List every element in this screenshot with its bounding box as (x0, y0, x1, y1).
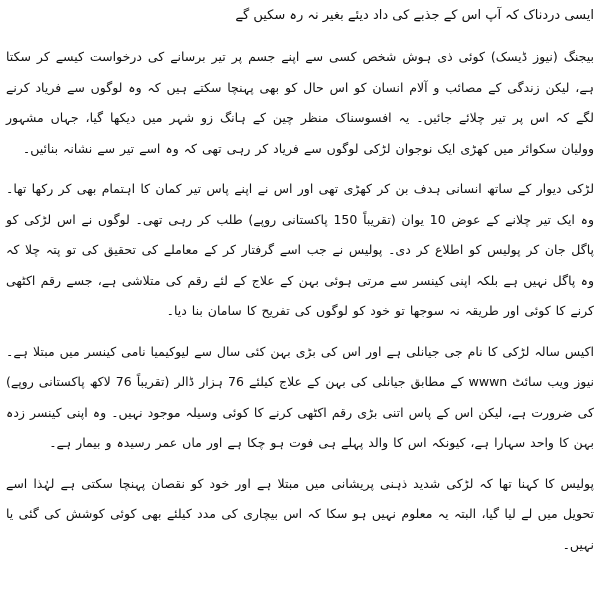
article-paragraph: اکیس سالہ لڑکی کا نام جی جیانلی ہے اور اس کی بڑی بہن کئی سال سے لیوکیمیا نامی کینسر میں مبتلا ہے۔ نیوز ویب سائٹ wwwn کے مطابق جیانلی کی بہن کے علاج کیلئے 76 ہزار ڈالر (تقریباً 76 لاکھ پاکستانی روپے) کی ضرورت ہے، لیکن اس کے پاس اتنی بڑی رقم اکٹھی کرنے کا کوئی وسیلہ موجود نہیں۔ وہ اپنی کینسر زدہ بہن کا واحد سہارا ہے، کیونکہ اس کا والد پہلے ہی فوت ہو چکا ہے اور ماں عمر رسیدہ و بیمار ہے۔ (6, 343, 594, 450)
article-paragraph: پولیس کا کہنا تھا کہ لڑکی شدید ذہنی پریشانی میں مبتلا ہے اور خود کو نقصان پہنچا سکتی ہے لہٰذا اسے تحویل میں لے لیا گیا، البتہ یہ معلوم نہیں ہو سکا کہ اس بیچاری کی مدد کیلئے بھی کوئی کوشش کی گئی یا نہیں۔ (6, 475, 594, 552)
article-paragraph: لڑکی دیوار کے ساتھ انسانی ہدف بن کر کھڑی تھی اور اس نے اپنے پاس تیر کمان کا اہتمام بھی کر رکھا تھا۔ وہ ایک تیر چلانے کے عوض 10 یوان (تقریباً 150 پاکستانی روپے) طلب کر رہی تھی۔ لوگوں نے اس لڑکی کو پاگل جان کر پولیس کو اطلاع کر دی۔ پولیس نے جب اسے گرفتار کر کے معاملے کی تحقیق کی تو پتہ چلا کہ وہ پاگل نہیں ہے بلکہ اپنی کینسر سے مرتی ہوئی بہن کے علاج کے لئے رقم کی متلاشی ہے، جسے رقم اکٹھی کرنے کا کوئی اور طریقہ نہ سوجھا تو خود کو لوگوں کی تفریح کا سامان بنا دیا۔ (6, 181, 594, 318)
article-body (6, 4, 594, 596)
paragraph-gap (6, 459, 594, 469)
paragraph-gap (6, 327, 594, 337)
paragraph-gap (6, 164, 594, 174)
article-headline: ایسی دردناک کہ آپ اس کے جذبے کی داد دیئے بغیر نہ رہ سکیں گے (235, 8, 594, 23)
article-paragraph: بیجنگ (نیوز ڈیسک) کوئی ذی ہوش شخص کسی سے اپنے جسم پر تیر برسانے کی درخواست کیسے کر سکتا ہے، لیکن زندگی کے مصائب و آلام انسان کو اس حال کو بھی پہنچا سکتے ہیں کہ وہ لوگوں سے فریاد کرنے لگے کہ اس پر تیر چلائے جائیں۔ یہ افسوسناک منظر چین کے ہانگ زو شہر میں دیکھا گیا، جہاں مشہور وولیان سکوائر میں کھڑی ایک نوجوان لڑکی لوگوں سے فریاد کر رہی تھی کہ وہ اسے تیر سے نشانہ بنائیں۔ (6, 49, 594, 156)
